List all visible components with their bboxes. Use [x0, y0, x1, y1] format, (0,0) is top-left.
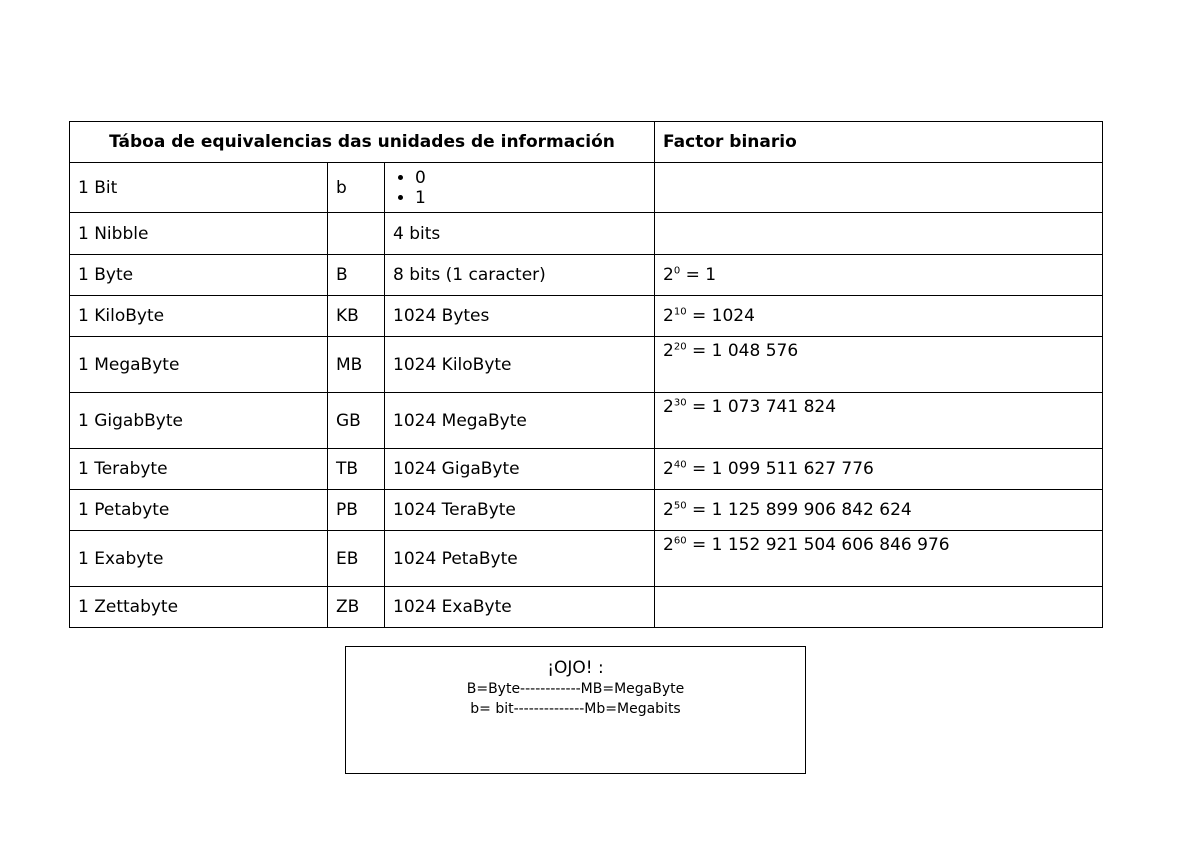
symbol-cell	[328, 213, 385, 255]
table-row	[70, 587, 1103, 628]
equivalence-cell: 8 bits (1 caracter)	[385, 255, 655, 296]
symbol-cell: ZB	[328, 587, 385, 628]
factor-base: 2	[663, 341, 674, 361]
symbol-cell: PB	[328, 490, 385, 531]
symbol-cell: MB	[328, 337, 385, 393]
note-line-bits: b= bit--------------Mb=Megabits	[470, 701, 681, 717]
factor-value: = 1 073 741 824	[686, 397, 837, 417]
symbol-cell: KB	[328, 296, 385, 337]
unit-cell: 1 Exabyte	[70, 531, 328, 587]
note-title: ¡OJO! :	[547, 658, 604, 678]
factor-exponent: 30	[673, 397, 687, 409]
factor-cell	[655, 531, 1103, 587]
factor-value: = 1	[680, 265, 717, 285]
equivalence-cell: 4 bits	[385, 213, 655, 255]
bit-values-list	[393, 168, 646, 208]
factor-cell	[655, 163, 1103, 213]
unit-cell: 1 MegaByte	[70, 337, 328, 393]
table-row	[70, 449, 1103, 490]
factor-base: 2	[663, 500, 674, 520]
unit-cell: 1 Terabyte	[70, 449, 328, 490]
unit-cell: 1 Petabyte	[70, 490, 328, 531]
unit-cell: 1 Zettabyte	[70, 587, 328, 628]
list-item: • 0	[415, 168, 646, 188]
factor-base: 2	[663, 397, 674, 417]
table-row	[70, 163, 1103, 213]
factor-exponent: 10	[673, 306, 687, 318]
factor-exponent: 40	[673, 459, 687, 471]
unit-cell: 1 KiloByte	[70, 296, 328, 337]
factor-cell	[655, 393, 1103, 449]
factor-base: 2	[663, 535, 674, 555]
table-header-row	[70, 122, 1103, 163]
equivalence-cell: 1024 ExaByte	[385, 587, 655, 628]
table-row	[70, 255, 1103, 296]
table-row	[70, 490, 1103, 531]
equivalence-cell: 1024 PetaByte	[385, 531, 655, 587]
list-item: • 1	[415, 188, 646, 208]
table-row	[70, 531, 1103, 587]
symbol-cell: TB	[328, 449, 385, 490]
factor-cell	[655, 449, 1103, 490]
equivalence-cell: 1024 KiloByte	[385, 337, 655, 393]
factor-base: 2	[663, 459, 674, 479]
factor-value: = 1 125 899 906 842 624	[686, 500, 912, 520]
table-row	[70, 213, 1103, 255]
equivalence-cell: 1024 TeraByte	[385, 490, 655, 531]
symbol-cell: EB	[328, 531, 385, 587]
factor-cell	[655, 587, 1103, 628]
symbol-cell: GB	[328, 393, 385, 449]
factor-base: 2	[663, 265, 674, 285]
factor-value: = 1 048 576	[686, 341, 799, 361]
equivalence-cell: 1024 Bytes	[385, 296, 655, 337]
factor-exponent: 50	[673, 500, 687, 512]
factor-cell	[655, 213, 1103, 255]
equivalence-cell: 1024 GigaByte	[385, 449, 655, 490]
symbol-cell: b	[328, 163, 385, 213]
equivalence-cell: 1024 MegaByte	[385, 393, 655, 449]
unit-cell: 1 Nibble	[70, 213, 328, 255]
note-box	[345, 646, 806, 774]
table-row	[70, 337, 1103, 393]
factor-base: 2	[663, 306, 674, 326]
note-line-bytes: B=Byte------------MB=MegaByte	[466, 681, 685, 697]
unit-cell: 1 Bit	[70, 163, 328, 213]
factor-header: Factor binario	[655, 122, 1103, 163]
table-title: Táboa de equivalencias das unidades de información	[70, 122, 655, 163]
factor-cell	[655, 296, 1103, 337]
symbol-cell: B	[328, 255, 385, 296]
factor-cell	[655, 255, 1103, 296]
units-table	[69, 121, 1103, 628]
factor-value: = 1024	[686, 306, 755, 326]
factor-exponent: 20	[673, 341, 687, 353]
factor-value: = 1 152 921 504 606 846 976	[686, 535, 950, 555]
table-row	[70, 296, 1103, 337]
factor-cell	[655, 337, 1103, 393]
factor-exponent: 60	[673, 535, 687, 547]
equivalence-cell	[385, 163, 655, 213]
unit-cell: 1 GigabByte	[70, 393, 328, 449]
factor-exponent: 0	[673, 265, 681, 277]
unit-cell: 1 Byte	[70, 255, 328, 296]
factor-cell	[655, 490, 1103, 531]
table-row	[70, 393, 1103, 449]
factor-value: = 1 099 511 627 776	[686, 459, 874, 479]
